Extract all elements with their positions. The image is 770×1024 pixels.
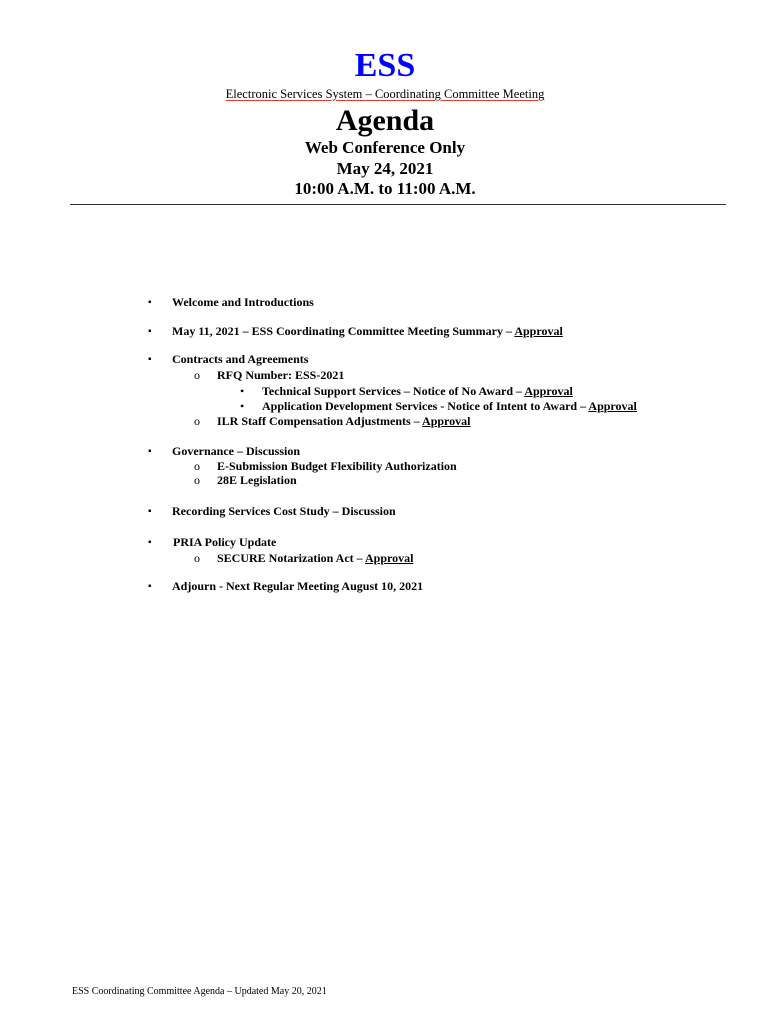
subitem-text: SECURE Notarization Act –	[217, 551, 363, 565]
agenda-item-meeting-summary	[172, 324, 563, 339]
square-bullet: ▪	[148, 537, 152, 548]
agenda-item-text: May 11, 2021 – ESS Coordinating Committee Meeting Summary –	[172, 324, 512, 338]
circle-bullet: o	[194, 368, 200, 382]
approval-link[interactable]: Approval	[365, 551, 414, 565]
dot-bullet: •	[240, 399, 245, 413]
meeting-date: May 24, 2021	[336, 159, 434, 178]
circle-bullet: o	[194, 459, 200, 473]
approval-link[interactable]: Approval	[514, 324, 563, 338]
circle-bullet: o	[194, 551, 200, 565]
subitem-secure-notarization	[217, 551, 413, 566]
header-divider	[70, 204, 726, 205]
square-bullet: ▪	[148, 354, 152, 365]
agenda-heading: Agenda	[335, 104, 435, 137]
subitem-28e-legislation: 28E Legislation	[217, 473, 297, 487]
subitem-application-development	[262, 399, 637, 414]
square-bullet: ▪	[148, 506, 152, 517]
dot-bullet: •	[240, 384, 245, 398]
meeting-time: 10:00 A.M. to 11:00 A.M.	[294, 179, 476, 198]
subitem-technical-support	[262, 384, 573, 399]
square-bullet: ▪	[148, 297, 152, 308]
agenda-item-recording-services: Recording Services Cost Study – Discussion	[172, 504, 396, 518]
square-bullet: ▪	[148, 581, 152, 592]
document-subtitle	[0, 86, 770, 102]
agenda-item-contracts: Contracts and Agreements	[172, 352, 309, 366]
approval-link[interactable]: Approval	[422, 414, 471, 428]
document-title: ESS	[354, 47, 416, 84]
subtitle-text: Electronic Services System – Coordinating Committee Meeting	[225, 87, 545, 101]
agenda-item-adjourn: Adjourn - Next Regular Meeting August 10, 2021	[172, 579, 424, 593]
square-bullet: ▪	[148, 446, 152, 457]
subitem-text: ILR Staff Compensation Adjustments –	[217, 414, 420, 428]
approval-link[interactable]: Approval	[588, 399, 637, 413]
agenda-item-welcome: Welcome and Introductions	[172, 295, 314, 309]
meeting-type: Web Conference Only	[304, 138, 466, 157]
subitem-ilr-staff	[217, 414, 471, 429]
approval-link[interactable]: Approval	[524, 384, 573, 398]
subitem-text: Technical Support Services – Notice of No Award –	[262, 384, 522, 398]
circle-bullet: o	[194, 473, 200, 487]
subitem-rfq: RFQ Number: ESS-2021	[217, 368, 345, 382]
square-bullet: ▪	[148, 326, 152, 337]
page-footer: ESS Coordinating Committee Agenda – Updated May 20, 2021	[72, 986, 327, 997]
subitem-text: Application Development Services - Notice of Intent to Award –	[262, 399, 587, 413]
agenda-item-governance: Governance – Discussion	[172, 444, 301, 458]
subitem-e-submission: E-Submission Budget Flexibility Authorization	[217, 459, 457, 473]
circle-bullet: o	[194, 414, 200, 428]
agenda-item-pria: PRIA Policy Update	[173, 535, 277, 549]
